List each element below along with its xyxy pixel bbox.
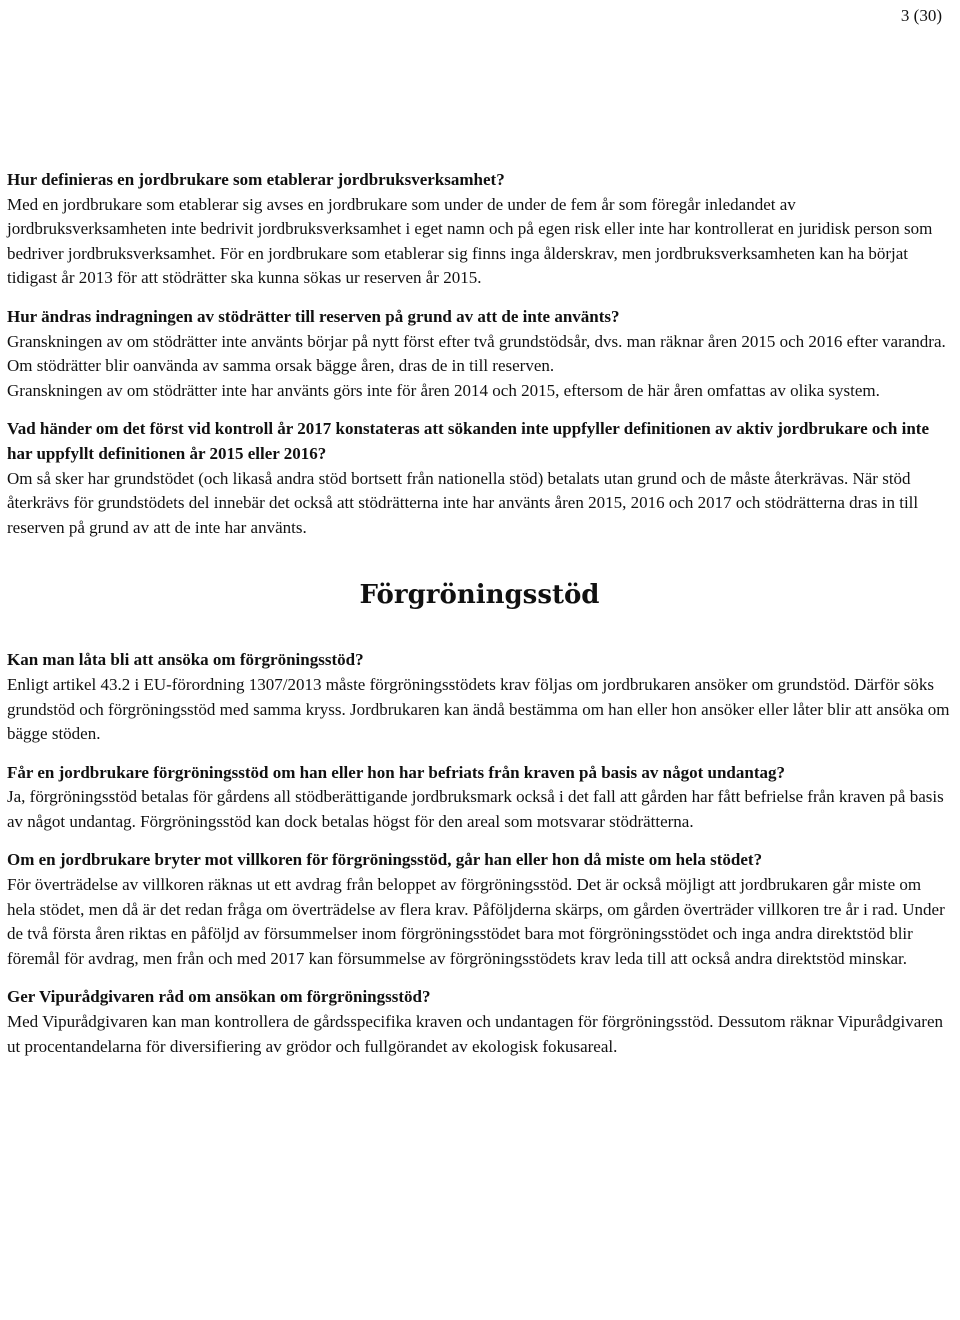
question: Får en jordbrukare förgröningsstöd om han eller hon har befriats från kraven på basis av något undantag? [7, 762, 785, 782]
question: Ger Vipurådgivaren råd om ansökan om förgröningsstöd? [7, 987, 431, 1007]
page-number: 3 (30) [900, 6, 942, 25]
answer-paragraph: Om så sker har grundstödet (och likaså andra stöd bortsett från nationella stöd) betalats utan grund och de måste återkrävas. När stöd återkrävs för grundstödets del innebär det också att stödrätterna inte har använts åren 2015, 2016 och 2017 och stödrätterna dras in till reserven på grund av att de inte har använts. [7, 468, 919, 537]
qa-section [7, 848, 952, 971]
qa-section [7, 168, 952, 291]
answer-paragraph: För överträdelse av villkoren räknas ut ett avdrag från beloppet av förgröningsstöd. Det är också möjligt att jordbrukaren går miste om hela stödet, men då är det redan fråga om överträdelse av flera krav. Påföljderna skärps, om gården överträder villkoren tre år i rad. Under de två första åren riktas en påföljd av försummelser inom förgröningsstödet bara mot förgröningsstödet och inga andra direktstöd blir föremål för avdrag, men från och med 2017 kan försummelse av förgröningsstödets krav leda till att också andra direktstöd minskar. [7, 875, 945, 968]
question: Vad händer om det först vid kontroll år 2017 konstateras att sökanden inte uppfyller definitionen av aktiv jordbrukare och inte har uppfyllt definitionen år 2015 eller 2016? [7, 419, 930, 463]
answer-paragraph: Ja, förgröningsstöd betalas för gårdens all stödberättigande jordbruksmark också i det fall att gården har fått befrielse från kraven på basis av något undantag. Förgröningsstöd kan dock betalas högst för den areal som motsvarar stödrätterna. [7, 787, 944, 831]
question: Hur definieras en jordbrukare som etablerar jordbruksverksamhet? [7, 170, 505, 189]
answer-paragraph: Granskningen av om stödrätter inte har använts görs inte för åren 2014 och 2015, eftersom de här åren omfattas av olika system. [7, 380, 880, 400]
answer-paragraph: Enligt artikel 43.2 i EU-förordning 1307/2013 måste förgröningsstödets krav följas om jordbrukaren ansöker om grundstöd. Därför söks grundstöd och förgröningsstöd med samma kryss. Jordbrukaren kan ändå bestämma om han eller hon ansöker eller låter blir att ansöka om bägge stöden. [7, 674, 950, 744]
question: Hur ändras indragningen av stödrätter till reserven på grund av att de inte använts? [7, 306, 620, 326]
qa-section [7, 305, 952, 403]
section-heading: Förgröningsstöd [359, 580, 600, 611]
answer-paragraph: Med Vipurådgivaren kan man kontrollera de gårdsspecifika kraven och undantagen för förgröningsstöd. Dessutom räknar Vipurådgivaren ut procentandelarna för diversifiering av grödor och fullgörandet av ekologisk fokusareal. [7, 1012, 943, 1056]
question: Kan man låta bli att ansöka om förgröningsstöd? [7, 650, 364, 670]
answer-paragraph: Granskningen av om stödrätter inte använts börjar på nytt först efter två grundstödsår, dvs. man räknar åren 2015 och 2016 efter varandra. Om stödrätter blir oanvända av samma orsak bägge åren, dras de in till reserven. [7, 331, 946, 376]
answer-paragraph: Med en jordbrukare som etablerar sig avses en jordbrukare som under de under de fem år som föregår inledandet av jordbruksverksamheten inte bedrivit jordbruksverksamhet i eget namn och på egen risk eller inte har kontrollerat en juridisk person som bedriver jordbruksverksamhet. För en jordbrukare som etablerar sig finns inga ålderskrav, men jordbruksverksamheten kan ha börjat tidigast år 2013 för att stödrätter ska kunna sökas ur reserven år 2015. [7, 194, 933, 288]
sections-part1 [7, 168, 952, 540]
qa-section [7, 985, 952, 1059]
sections-part2 [7, 648, 952, 1059]
document-body [7, 168, 952, 1059]
qa-section [7, 648, 952, 746]
question: Om en jordbrukare bryter mot villkoren för förgröningsstöd, går han eller hon då miste om hela stödet? [7, 850, 763, 870]
qa-section [7, 761, 952, 835]
qa-section [7, 417, 952, 540]
